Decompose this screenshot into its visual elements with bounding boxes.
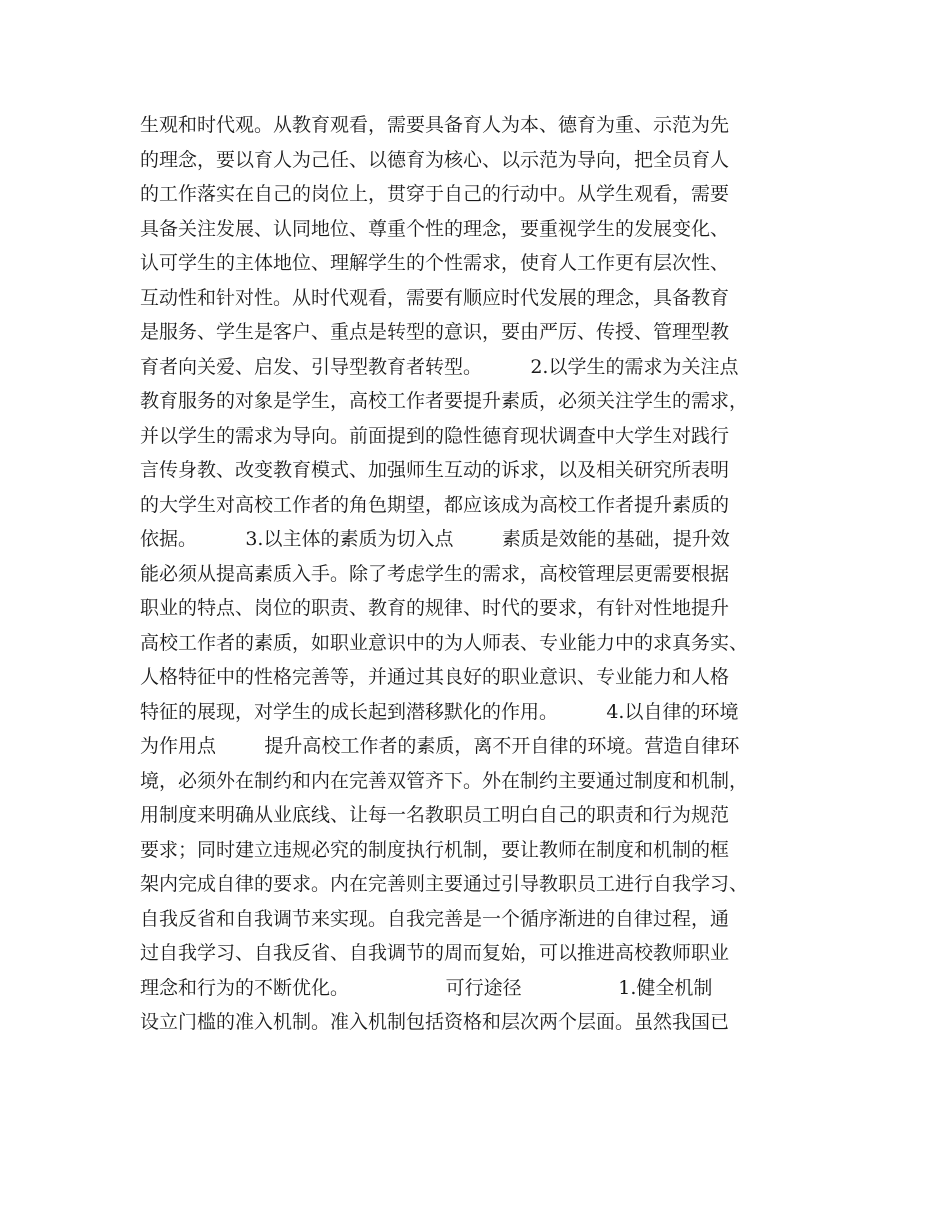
text-line: 特征的展现，对学生的成长起到潜移默化的作用。 4.以自律的环境: [140, 700, 739, 723]
text-line: 互动性和针对性。从时代观看，需要有顺应时代发展的理念，具备教育: [140, 286, 730, 309]
text-line: 架内完成自律的要求。内在完善则主要通过引导教职员工进行自我学习、: [140, 873, 749, 895]
text-line: 具备关注发展、认同地位、尊重个性的理念，要重视学生的发展变化、: [140, 217, 730, 240]
text-line: 人格特征中的性格完善等，并通过其良好的职业意识、专业能力和人格: [140, 666, 730, 688]
text-line: 生观和时代观。从教育观看，需要具备育人为本、德育为重、示范为先: [140, 114, 730, 136]
body-text: [140, 108, 830, 1040]
text-line: 要求；同时建立违规必究的制度执行机制，要让教师在制度和机制的框: [140, 838, 730, 861]
text-line: 的理念，要以育人为己任、以德育为核心、以示范为导向，把全员育人: [140, 148, 730, 171]
text-line: 高校工作者的素质，如职业意识中的为人师表、专业能力中的求真务实、: [140, 631, 749, 654]
text-line: 能必须从提高素质入手。除了考虑学生的需求，高校管理层更需要根据: [140, 562, 730, 585]
text-line: 认可学生的主体地位、理解学生的个性需求，使育人工作更有层次性、: [140, 252, 730, 274]
text-line: 是服务、学生是客户、重点是转型的意识，要由严厉、传授、管理型教: [140, 321, 730, 343]
text-line: 职业的特点、岗位的职责、教育的规律、时代的要求，有针对性地提升: [140, 597, 730, 619]
text-line: 教育服务的对象是学生，高校工作者要提升素质，必须关注学生的需求，: [140, 390, 749, 412]
text-line: 自我反省和自我调节来实现。自我完善是一个循序渐进的自律过程，通: [140, 907, 730, 930]
text-line: 境，必须外在制约和内在完善双管齐下。外在制约主要通过制度和机制，: [140, 769, 749, 792]
text-line: 设立门槛的准入机制。准入机制包括资格和层次两个层面。虽然我国已: [140, 1011, 730, 1033]
text-line: 言传身教、改变教育模式、加强师生互动的诉求，以及相关研究所表明: [140, 459, 730, 481]
text-line: 理念和行为的不断优化。 可行途径 1.健全机制: [140, 976, 713, 999]
text-line: 用制度来明确从业底线、让每一名教职员工明白自己的职责和行为规范: [140, 804, 730, 826]
text-line: 并以学生的需求为导向。前面提到的隐性德育现状调查中大学生对践行: [140, 424, 730, 447]
text-line: 的工作落实在自己的岗位上，贯穿于自己的行动中。从学生观看，需要: [140, 183, 730, 205]
text-line: 育者向关爱、启发、引导型教育者转型。 2.以学生的需求为关注点: [140, 355, 739, 378]
text-line: 为作用点 提升高校工作者的素质，离不开自律的环境。营造自律环: [140, 735, 740, 757]
text-line: 过自我学习、自我反省、自我调节的周而复始，可以推进高校教师职业: [140, 942, 730, 964]
text-line: 的大学生对高校工作者的角色期望，都应该成为高校工作者提升素质的: [140, 493, 730, 516]
text-line: 依据。 3.以主体的素质为切入点 素质是效能的基础，提升效: [140, 528, 730, 550]
